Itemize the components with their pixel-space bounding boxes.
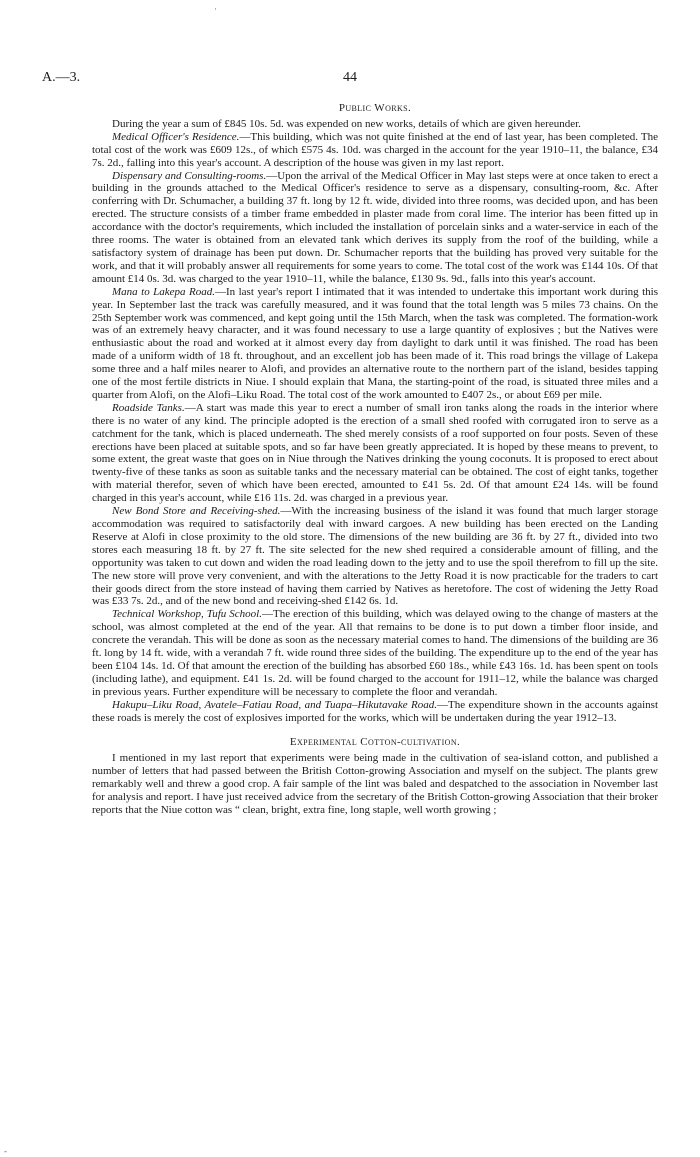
paragraph-title: Mana to Lakepa Road. [112, 285, 215, 298]
page-number: 44 [343, 70, 357, 85]
paragraph-text: During the year a sum of £845 10s. 5d. was expended on new works, details of which are given hereunder. [112, 117, 581, 130]
page-body [92, 98, 658, 817]
page-header [42, 70, 658, 88]
paragraph-roads-explosives [92, 699, 658, 725]
paragraph-title: Technical Workshop, Tufu School. [112, 608, 262, 621]
document-reference: A.—3. [42, 70, 81, 85]
paragraph-text: I mentioned in my last report that experiments were being made in the cultivation of sea-island cotton, and published a number of letters that had passed between the British Cotton-growing Association and myself on the subject. The plants grew remarkably well and threw a good crop. A fair sample of the lint was baled and despatched to the association in November last for analysis and report. I have just received advice from the secretary of the British Cotton-growing Association that their broker reports that the Niue cotton was “ clean, bright, extra fine, long staple, well worth growing ; [92, 752, 658, 817]
section-heading-cotton: Experimental Cotton-cultivation. [289, 735, 461, 748]
paragraph-title: Roadside Tanks. [112, 401, 185, 414]
paragraph-text: —The erection of this building, which was delayed owing to the change of masters at the school, was almost completed at the end of the year. All that remains to be done is to put down a timber floor inside, and concrete the verandah. This will be done as soon as the necessary material comes to hand. The dimensions of the building are 36 ft. long by 14 ft. wide, with a verandah 7 ft. wide round three sides of the building. The expenditure up to the end of the year has been £104 14s. 1d. Of that amount the erection of the building has absorbed £60 18s., while £43 16s. 1d. has been spent on tools (including lathe), and equipment. £41 1s. 2d. will be found charged to the account for 1911–12, while the balance was charged in previous years. Further expenditure will be necessary to complete the floor and verandah. [92, 608, 658, 698]
paragraph-technical-workshop [92, 608, 658, 698]
paragraph-text: —The expenditure shown in the accounts against these roads is merely the cost of explosives imported for the works, which will be undertaken during the year 1912–13. [92, 698, 658, 724]
paragraph-text: —Upon the arrival of the Medical Officer in May last steps were at once taken to erect a building in the grounds attached to the Medical Officer's residence to serve as a dispensary, consulting-room, &c. After conferring with Dr. Schumacher, a building 37 ft. long by 12 ft. wide, divided into three rooms, was decided upon, and has been erected. The structure consists of a timber frame embedded in plaster made from coral lime. The interior has been fitted up in accordance with the doctor's requirements, which included the installation of porcelain sinks and a water-service in each of the three rooms. The water is obtained from an elevated tank which derives its supply from the roof of the building, while a satisfactory system of drainage has been put down. Dr. Schumacher reports that the building has proved very suitable for the work, and that it will probably answer all requirements for some years to come. The total cost of the work was £144 10s. Of that amount £14 0s. 3d. was charged to the year 1910–11, while the balance, £130 9s. 9d., falls into this year's account. [92, 169, 659, 285]
paragraph-text: —This building, which was not quite finished at the end of last year, has been completed. The total cost of the work was £609 12s., of which £575 4s. 10d. was charged in the account for the year 1910–11, the balance, £34 7s. 2d., falling into this year's account. A description of the house was given in my last report. [92, 130, 658, 169]
paragraph-dispensary [92, 170, 658, 286]
paragraph-bond-store [92, 505, 658, 608]
paragraph-cotton [92, 752, 658, 817]
section-heading-public-works: Public Works. [338, 102, 412, 114]
paragraph-text: —With the increasing business of the island it was found that much larger storage accommodation was required to satisfactorily deal with inward cargoes. A new building has been erected on the Landing Reserve at Alofi in close proximity to the old store. The dimensions of the new building are 36 ft. by 27 ft., divided into two stores each measuring 18 ft. by 27 ft. The site selected for the new shed required a considerable amount of filling, and the opportunity was taken to cut down and widen the road leading down to the jetty and to use the spoil therefrom to fill up the site. The new store will prove very convenient, and with the alterations to the Jetty Road it is now practicable for the traders to cart their goods direct from the store instead of having them carried by Natives as heretofore. The cost of widening the Jetty Road was £33 7s. 2d., and of the new bond and receiving-shed £142 6s. 1d. [92, 505, 658, 608]
paragraph-title: Dispensary and Consulting-rooms. [112, 169, 267, 182]
paragraph-mana-lakepa-road [92, 286, 658, 402]
paragraph-roadside-tanks [92, 402, 658, 505]
scan-speck: - [4, 1146, 7, 1156]
paragraph-medical-residence [92, 131, 658, 170]
paragraph-text: —A start was made this year to erect a number of small iron tanks along the roads in the interior where there is no water of any kind. The principle adopted is the erection of a small shed roofed with corrugated iron to serve as a catchment for the tank, which is placed underneath. The shed merely consists of a roof supported on four posts. Seven of these erections have been placed at suitable spots, and so far have been greatly appreciated. It is hoped by these means to prevent, to some extent, the great waste that goes on in Niue through the Natives drinking the young coconuts. It is proposed to erect about twenty-five of these tanks as soon as suitable tanks and the necessary material can be obtained. The cost of eight tanks, together with material therefor, seven of which have been erected, amounted to £41 5s. 2d. Of that amount £24 14s. will be found charged in this year's account, while £16 11s. 2d. was charged in a previous year. [92, 401, 658, 505]
paragraph-title: New Bond Store and Receiving-shed. [112, 505, 281, 518]
paragraph-text: —In last year's report I intimated that it was intended to undertake this important work during this year. In September last the track was carefully measured, and it was found that the total length was 5 miles 73 chains. On the 25th September work was commenced, and kept going until the 15th March, when the task was completed. The formation-work was of an extremely heavy character, and it was found necessary to use a large quantity of explosives ; but the Natives were enthusiastic about the road and worked at it almost every day from daylight to dark until it was finished. The road has been made of a uniform width of 18 ft. throughout, and an excellent job has been made of it. This road brings the village of Lakepa some three and a half miles nearer to Alofi, and provides an alternative route to the northern part of the island, besides tapping one of the most fertile districts in Niue. I should explain that Mana, the starting-point of the road, is situated three miles and a quarter from Alofi, on the Alofi–Liku Road. The total cost of the work amounted to £407 2s., or about £69 per mile. [92, 285, 658, 401]
paragraph-title: Medical Officer's Residence. [112, 130, 240, 143]
paragraph-intro [92, 118, 658, 131]
paragraph-title: Hakupu–Liku Road, Avatele–Fatiau Road, and Tuapa–Hikutavake Road. [112, 698, 437, 711]
scan-speck: · [214, 4, 217, 14]
